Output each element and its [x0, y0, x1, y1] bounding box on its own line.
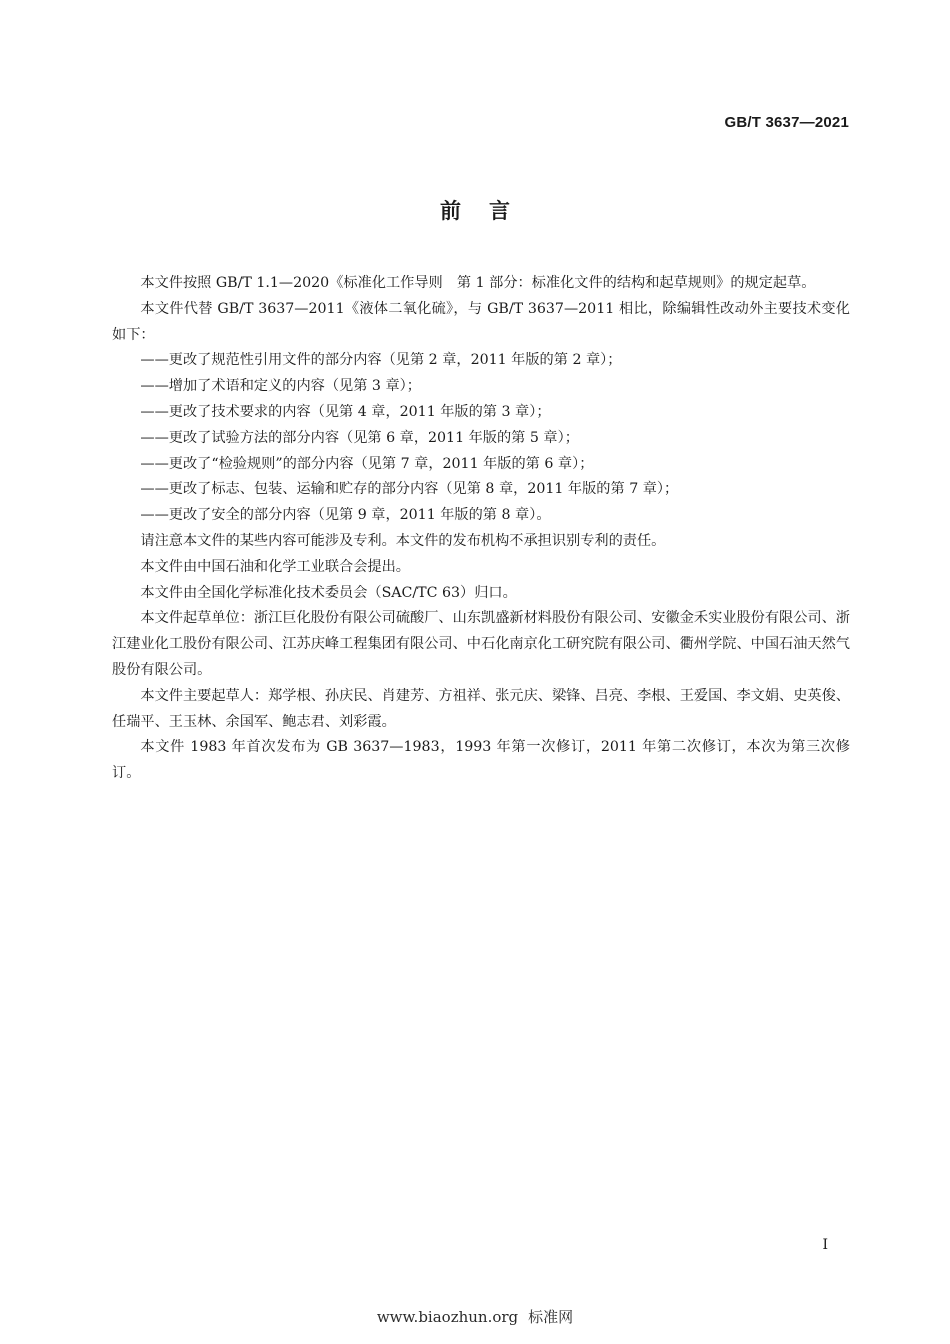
- page-title: 前言: [440, 199, 538, 223]
- list-item: ——更改了试验方法的部分内容（见第 6 章，2011 年版的第 5 章）；: [140, 429, 579, 446]
- paragraph: 本文件主要起草人：郑学根、孙庆民、肖建芳、方祖祥、张元庆、梁锋、吕亮、李根、王爱国、李文娟、史英俊、任瑞平、王玉林、余国军、鲍志君、刘彩霞。: [112, 687, 850, 730]
- footer: [0, 1306, 950, 1327]
- footer-site-name: 标准网: [528, 1308, 574, 1326]
- document-body: [112, 271, 850, 787]
- footer-url[interactable]: www.biaozhun.org: [376, 1308, 519, 1326]
- list-item: ——更改了规范性引用文件的部分内容（见第 2 章，2011 年版的第 2 章）；: [140, 352, 622, 369]
- list-item: ——增加了术语和定义的内容（见第 3 章）；: [140, 378, 421, 395]
- paragraph: 本文件代替 GB/T 3637—2011《液体二氧化硫》，与 GB/T 3637—2011 相比，除编辑性改动外主要技术变化如下：: [112, 300, 850, 343]
- list-item: ——更改了“检验规则”的部分内容（见第 7 章，2011 年版的第 6 章）；: [140, 455, 594, 472]
- paragraph: 请注意本文件的某些内容可能涉及专利。本文件的发布机构不承担识别专利的责任。: [140, 532, 666, 549]
- list-item: ——更改了技术要求的内容（见第 4 章，2011 年版的第 3 章）；: [140, 403, 551, 420]
- paragraph: 本文件 1983 年首次发布为 GB 3637—1983，1993 年第一次修订，2011 年第二次修订，本次为第三次修订。: [112, 739, 850, 782]
- paragraph: 本文件起草单位：浙江巨化股份有限公司硫酸厂、山东凯盛新材料股份有限公司、安徽金禾实业股份有限公司、浙江建业化工股份有限公司、江苏庆峰工程集团有限公司、中石化南京化工研究院有限公司、衢州学院、中国石油天然气股份有限公司。: [112, 610, 850, 678]
- list-item: ——更改了标志、包装、运输和贮存的部分内容（见第 8 章，2011 年版的第 7 章）；: [140, 481, 679, 498]
- paragraph: 本文件按照 GB/T 1.1—2020《标准化工作导则 第 1 部分：标准化文件的结构和起草规则》的规定起草。: [140, 275, 816, 291]
- list-item: ——更改了安全的部分内容（见第 9 章，2011 年版的第 8 章）。: [140, 507, 551, 524]
- page-number: I: [822, 1237, 828, 1253]
- paragraph: 本文件由中国石油和化学工业联合会提出。: [140, 558, 410, 575]
- paragraph: 本文件由全国化学标准化技术委员会（SAC/TC 63）归口。: [140, 584, 517, 601]
- standard-number: GB/T 3637—2021: [724, 114, 849, 131]
